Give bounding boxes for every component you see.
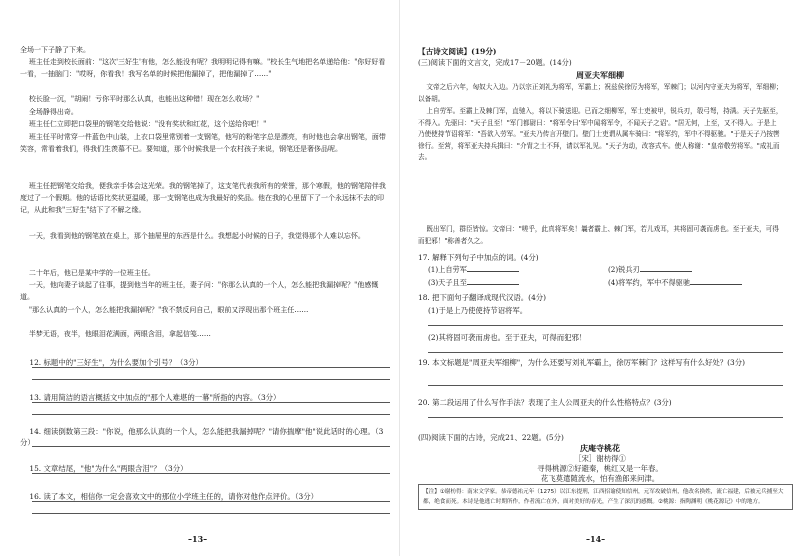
- fill-blank[interactable]: [640, 264, 692, 272]
- answer-lines-18-1[interactable]: [428, 314, 783, 326]
- question-text: 细读倒数第三段："你说，他那么认真的一个人，怎么能把我漏掉呢？"请你揣摩"他"说此话时的心理。（3分）: [20, 427, 384, 447]
- poem-header: (四)阅读下面的古诗，完成21、22题。(5分): [418, 433, 564, 442]
- question-number: 16.: [29, 492, 42, 501]
- poem-line: 花飞莫遣随流水，怕有渔郎来问津。: [540, 474, 660, 483]
- section-header: 【古诗文阅读】(19分): [418, 47, 497, 56]
- question-text: 请用简洁的语言概括文中加点的"那个人难堪的一幕"所指的内容。（3分）: [43, 393, 281, 402]
- question-text: 读了本文，相信你一定会喜欢文中的那位小学班主任的，请你对他作点评价。（3分）: [43, 492, 318, 501]
- question-number: 12.: [29, 358, 42, 367]
- poem-author: ［宋］谢枋得①: [574, 454, 626, 463]
- answer-lines-12[interactable]: [32, 356, 390, 380]
- question-text: 标题中的"三好生"，为什么要加个引号？（3分）: [43, 358, 203, 367]
- page-14: [400, 0, 800, 556]
- passage-paragraph: "那么认真的一个人，怎么能把我漏掉呢？"我不禁反问自己，眼前又浮现出那个班主任……: [20, 306, 309, 314]
- classical-title: 周亚夫军细柳: [576, 70, 624, 80]
- poem-line: 寻得桃源②好避秦，桃红又是一年春。: [537, 464, 663, 473]
- passage-paragraph: 一天，他向妻子谈起了往事，提到他当年的班主任，妻子问："你那么认真的一个人，怎么能把我漏掉呢？"他感慨道。: [20, 281, 379, 301]
- q17-option[interactable]: (4)将军约，军中不得驱驰: [608, 277, 742, 289]
- fill-blank[interactable]: [467, 264, 519, 272]
- passage-paragraph: 一天，我看到他的钢笔放在桌上，那个抽屉里的东西是什么。我想起小时候的日子，我觉得那个人难以忘怀。: [20, 232, 365, 240]
- answer-lines-18-2[interactable]: [428, 341, 783, 353]
- passage-paragraph: 班主任走到校长面前："这次'三好生'有他，怎么能没有呢？我明明记得有嘛。"校长生气地把名单递给他："你好好看一看，一抽脑门："哎呀，你看我！我写名单的时候把他漏掉了，把他漏掉了……": [20, 58, 386, 78]
- question-number: 15.: [29, 464, 42, 473]
- q17-option[interactable]: (1)上自劳军: [428, 264, 519, 276]
- question-19: 19. 本文标题是"周亚夫军细柳"，为什么还要写刘礼军霸上，徐厉军棘门？这样写有什么好处？(3分): [418, 358, 745, 367]
- passage-paragraph: 班主任把钢笔交给我，便我亲手体会这光荣。我的钢笔掉了，这支笔代表我所有的荣誉，那个寒假，他的钢笔陪伴我度过了一个假期。他的话语比奖状更温暖，那一支钢笔也成为我最好的奖品。他在我的心里留下了一个永远抹不去的印记，从此和我"三好生"结下了不解之缘。: [20, 182, 386, 214]
- passage-paragraph: 全场静得出奇。: [20, 108, 78, 116]
- classical-paragraph: 上自劳军。至霸上及棘门军，直驰入，将以下骑送迎。已而之细柳军，军士吏被甲，锐兵刃，彀弓弩，持满。天子先驱至，不得入。先驱曰："天子且至！"军门都尉曰："将军令曰'军中闻将军令，不闻天子之诏'。"居无何，上至，又不得入。于是上乃使使持节诏将军："吾欲入劳军。"亚夫乃传言开壁门。壁门士吏谓从属车骑曰："将军约，军中不得驱驰。"于是天子乃按辔徐行。至营，将军亚夫持兵揖曰："介胄之士不拜，请以军礼见。"天子为动，改容式车。使人称谢："皇帝敬劳将军。"成礼而去。: [418, 107, 783, 162]
- sub-header: (三)阅读下面的文言文，完成17－20题。(14分): [418, 58, 572, 67]
- question-number: 13.: [29, 393, 42, 402]
- passage-paragraph: 班主任平时常穿一件蓝色中山装，上衣口袋里常别着一支钢笔，他写的粉笔字总是漂亮，有时他也会拿出钢笔，面带笑容，常看着我们，得我们生羡慕不已。要知道，那个时候我是一个农村孩子来说，钢笔还是奢侈品呢。: [20, 133, 386, 153]
- answer-lines-14[interactable]: [32, 435, 390, 447]
- question-18: 18. 把下面句子翻译成现代汉语。(4分): [418, 293, 547, 302]
- classical-paragraph: 文帝之后六年，匈奴大入边。乃以宗正刘礼为将军，军霸上；祝兹侯徐厉为将军，军棘门；以河内守亚夫为将军，军细柳；以备胡。: [418, 83, 783, 103]
- passage-paragraph: 半梦无语，夜半，他眼泪花满面，两眼含泪，拿起信笺……: [20, 330, 211, 338]
- answer-lines-20[interactable]: [428, 406, 783, 418]
- answer-lines-16[interactable]: [32, 490, 390, 514]
- passage-paragraph: 班主任仁立即把口袋里的钢笔交给他说："没有奖状和红花，这个送给你吧！": [20, 120, 267, 128]
- poem-title: 庆庵寺桃花: [580, 443, 620, 453]
- answer-lines-15[interactable]: [32, 462, 390, 474]
- question-text: 文章结尾，"他"为什么"两眼含泪"？（3分）: [43, 464, 188, 473]
- q18-item: (1)于是上乃使使持节诏将军。: [428, 306, 528, 315]
- answer-lines-19[interactable]: [428, 374, 783, 386]
- question-17: 17. 解释下列句子中加点的词。(4分): [418, 253, 539, 262]
- q17-option[interactable]: (2)锐兵刃: [608, 264, 692, 276]
- fill-blank[interactable]: [467, 277, 519, 285]
- answer-lines-13[interactable]: [32, 391, 390, 415]
- page-number: –14–: [586, 534, 606, 544]
- question-number: 14.: [29, 427, 42, 436]
- poem-note: 【注】①谢枋得：南宋文学家。恭帝德祐元年（1275）以江东提刑，江西招谕使知信州，元军攻破信州，他改名换姓，流亡福建，后被元兵捕至大都，绝食而死。本诗是他逃亡时期所作，作者流亡在外，面对美好的春光，产生了深沉的感慨。②桃源：指陶渊明《桃花源记》中的地方。: [418, 484, 793, 510]
- q17-option[interactable]: (3)天子且至: [428, 277, 519, 289]
- classical-paragraph: 既出军门，群臣皆惊。文帝曰："嗟乎，此真将军矣！曩者霸上、棘门军，若儿戏耳，其将固可袭而虏也。至于亚夫，可得而犯邪！"称善者久之。: [418, 225, 779, 245]
- question-20: 20. 第二段运用了什么写作手法？表现了主人公周亚夫的什么性格特点？(3分): [418, 398, 672, 407]
- passage-line: 全场一下子静了下来。: [20, 46, 90, 54]
- page-number: –13–: [188, 534, 208, 544]
- passage-paragraph: 二十年后，他已是某中学的一位班主任。: [20, 269, 155, 277]
- q18-item: (2)其将固可袭而虏也。至于亚夫，可得而犯邪！: [428, 333, 587, 342]
- passage-paragraph: 校长脸一沉，"胡闹！亏你平时那么认真，也能出这种错！现在怎么收场？": [20, 95, 260, 103]
- fill-blank[interactable]: [690, 277, 742, 285]
